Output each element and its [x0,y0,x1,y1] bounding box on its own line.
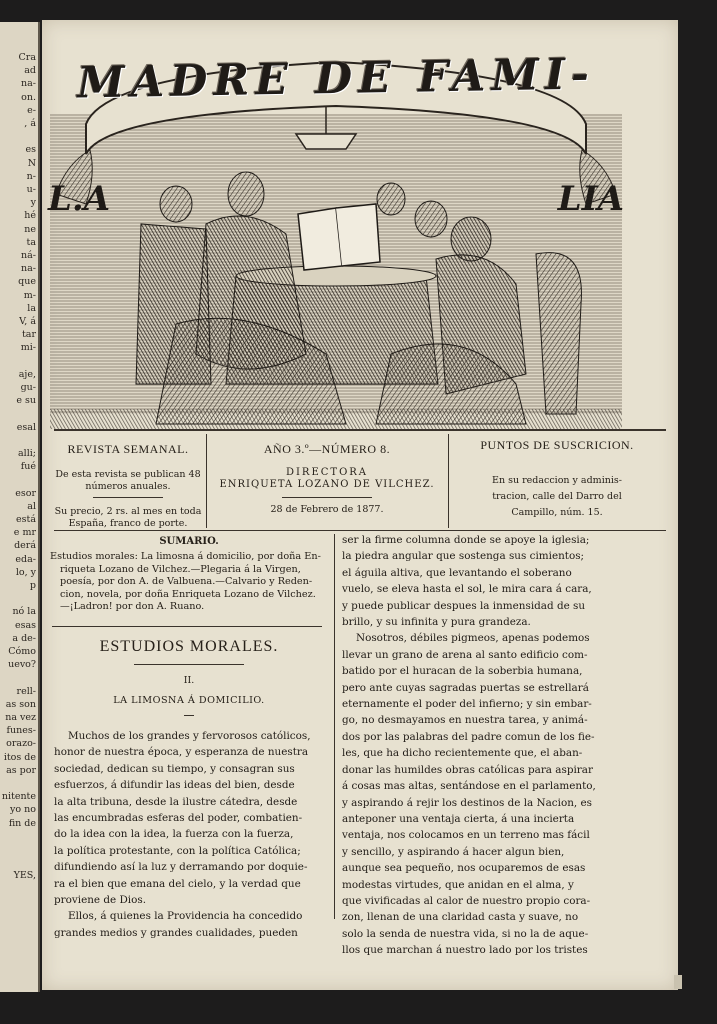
left-page-line: fin de [8,817,36,829]
article-line: ser la firme columna donde se apoye la iglesia; [342,534,590,546]
article-line: batido por el huracan de la soberbia humana, [342,665,583,678]
left-page-line: ne [24,223,36,235]
article-line: aunque sea pequeño, nos ocuparemos de esas [342,862,586,875]
article-line: do la idea con la idea, la fuerza con la fuerza, [54,828,294,841]
article-line: y puede publicar despues la inmensidad de su [342,599,586,612]
sumario-line: poesía, por don A. de Valbuena.—Calvario y Reden- [60,576,313,588]
header-left-line2: números anuales. [85,481,171,492]
sumario-line: Estudios morales: La limosna á domicilio, por doña En- [50,551,321,562]
left-page-line: N [27,157,36,169]
article-number: II. [183,675,195,686]
masthead-title-tail: LIA [557,179,624,219]
left-page-line: esas [14,619,36,631]
left-page-line: y [30,197,36,209]
article-line: á cosas mas altas, sentándose en el parlamento, [342,780,596,793]
header-bottom-rule [54,530,666,531]
left-page-line: fué [20,461,36,473]
article-line: zon, llenan de una claridad casta y suave, no [342,911,579,924]
left-page-line: funes- [6,725,36,737]
left-page-line: na vez [5,712,36,723]
article-line: y aspirando á rejir los destinos de la Nacion, es [342,796,592,809]
left-page-line: alli; [18,448,36,459]
masthead [46,49,626,436]
left-page-line: uevo? [8,659,36,671]
left-page-line: hé [24,210,36,222]
article-line: que vivificadas al calor de nuestro propio cora- [342,894,591,907]
masthead-title-tail-left: L.A [48,179,111,219]
left-page-line: ta [26,236,36,248]
article-line: Muchos de los grandes y fervorosos católicos, [68,730,311,742]
left-page-line: a de- [12,632,36,644]
left-page-line: derá [14,540,36,552]
header-directora-label: DIRECTORA [285,467,369,478]
left-page-line: Cra [18,52,36,63]
article-line: Nosotros, débiles pigmeos, apenas podemos [356,632,590,645]
sumario-line: —¡Ladron! por don A. Ruano. [60,601,205,613]
left-page-line: V, á [19,316,36,327]
left-page-line: , á [24,118,36,129]
sumario-line: cion, novela, por doña Enriqueta Lozano de Vilchez. [60,588,316,600]
article-subtitle: LA LIMOSNA Á DOMICILIO. [113,695,265,706]
article-line: donar las humildes obras católicas para aspirar [342,763,593,776]
article-line: la política protestante, con la política Católica; [54,844,301,857]
header-right-title: PUNTOS DE SUSCRICION. [480,438,634,452]
left-page-line: tar [21,329,36,341]
left-page-line: la [27,302,36,314]
left-page-line: na- [21,263,36,275]
article-line: anteponer una ventaja cierta, á una incierta [342,812,575,825]
article-right-column [342,532,616,959]
left-page-line: u- [26,184,36,195]
article-line: solo la senda de nuestra vida, si no la de aque- [342,927,589,940]
header-left-title: REVISTA SEMANAL. [67,442,189,456]
header-divider-left [206,434,207,528]
article-line: grandes medios y grandes cualidades, pueden [54,926,298,939]
article-left-column [54,728,322,941]
left-page-line: es [25,144,36,156]
article-line: vuelo, se eleva hasta el sol, le mira cara á cara, [342,583,592,596]
left-page-line: e mr [13,527,36,539]
header-date: 28 de Febrero de 1877. [270,504,384,515]
article-line: ra el bien que emana del cielo, y la verdad que [54,877,301,890]
article-line: la alta tribuna, desde la ilustre cátedra, desde [54,795,298,808]
sumario-line: riqueta Lozano de Vilchez.—Plegaria á la Virgen, [60,563,301,575]
header-right-line3: Campillo, núm. 15. [511,507,603,518]
article-line: llevar un grano de arena al santo edificio com- [342,648,588,661]
left-page-line: itos de [3,751,36,763]
left-page-line: na- [21,78,36,90]
left-page-line: está [16,514,36,525]
engraving-family-scene [46,54,626,436]
header-issue: AÑO 3.º—NÚMERO 8. [263,442,391,456]
article-line: proviene de Dios. [54,894,147,907]
left-page-line: que [18,276,36,288]
left-page-line: ad [24,65,36,77]
left-page-line: on. [21,91,36,103]
article-line: la piedra angular que sostenga sus cimientos; [342,550,585,563]
left-page-line: YES, [13,870,36,882]
header-right-line1: En su redaccion y adminis- [492,475,622,486]
left-page-line: e- [27,104,36,116]
left-page-line: eda- [15,553,36,565]
left-page-line: esor [15,487,36,499]
left-page-line: m- [23,289,36,301]
masthead-title: MADRE DE FAMI- [76,49,596,109]
article-line: difundiendo así la luz y derramando por doquie- [54,861,308,874]
left-page-line: p [29,580,36,591]
left-page-line: esal [16,421,36,433]
header-divider-right [448,434,449,528]
sumario-body [50,551,328,614]
header-left-price2: España, franco de porte. [68,518,188,529]
article-line: les, que ha dicho recientemente que, el aban- [342,747,583,760]
article-line: dos por las palabras del padre comun de los fie- [342,730,595,743]
article-line: ventaja, nos colocamos en un terreno mas fácil [342,829,590,842]
article-line: sociedad, dedican su tiempo, y consagran sus [54,762,295,775]
header-left-line1: De esta revista se publican 48 [55,469,201,480]
article-line: Ellos, á quienes la Providencia ha concedido [68,910,303,923]
page-tab [674,975,682,989]
left-page-line: yo no [10,804,36,816]
article-line: llos que marchan á nuestro lado por los tristes [342,944,588,957]
header-top-rule [54,429,666,431]
article-line: modestas virtudes, que anidan en el alma, y [342,878,574,891]
left-page-line: ná- [21,250,36,261]
sumario-heading: SUMARIO. [159,536,219,547]
header-directora-name: ENRIQUETA LOZANO DE VILCHEZ. [219,479,435,490]
left-page-line: gu- [20,382,36,393]
left-page-line: nitente [1,791,36,803]
left-page-line: rell- [16,685,36,697]
sumario-rule [52,626,322,627]
article-line: el águila altiva, que levantando el soberano [342,566,572,579]
header-right-line2: tracion, calle del Darro del [492,491,622,502]
left-page-line: lo, y [15,566,36,578]
article-line: go, no desmayamos en nuestra tarea, y animá- [342,714,588,727]
article-line: pero ante cuyas sagradas puertas se estrellará [342,681,589,694]
left-page-line: e su [16,395,36,407]
left-page-line: orazo- [6,738,36,750]
left-page-line: aje, [18,368,36,380]
left-page-line: Cómo [8,646,36,657]
column-divider [334,534,335,919]
article-line: esfuerzos, á difundir las ideas del bien, desde [54,779,295,792]
article-section-title: ESTUDIOS MORALES. [99,638,279,655]
header-left-price1: Su precio, 2 rs. al mes en toda [54,506,202,517]
article-line: eternamente el poder del infierno; y sin embar- [342,698,592,711]
left-page-line: n- [26,170,36,182]
left-page-fragment [0,22,40,992]
left-page-line: as por [6,764,36,776]
left-page-line: nó la [12,606,36,618]
article-line: honor de nuestra época, y esperanza de nuestra [54,746,309,759]
left-page-line: mi- [20,342,36,354]
article-line: las encumbradas esferas del poder, combatien- [54,812,303,825]
article-line: y sencillo, y aspirando á hacer algun bien, [342,845,565,858]
newspaper-page [42,20,678,990]
article-line: brillo, y su infinita y pura grandeza. [342,616,531,629]
left-page-line: al [27,500,36,512]
left-page-line: as son [5,698,36,710]
